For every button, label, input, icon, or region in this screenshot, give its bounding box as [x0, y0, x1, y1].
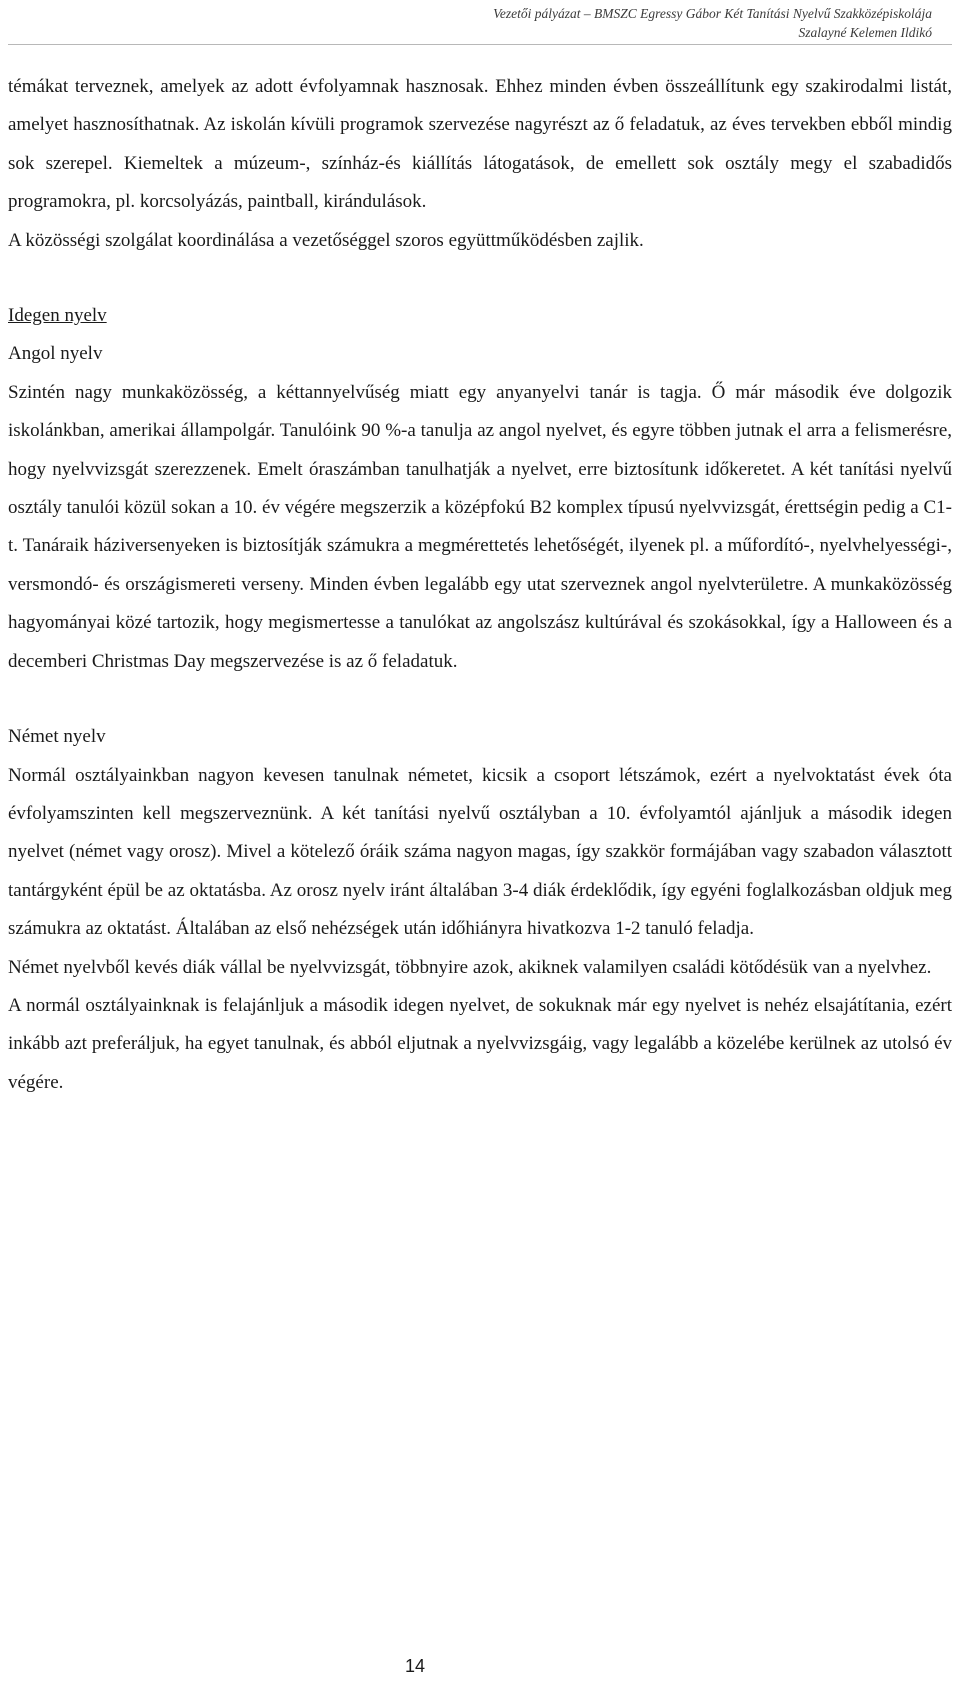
document-body — [8, 68, 952, 1102]
section-heading-foreign-language: Idegen nyelv — [8, 305, 107, 327]
header-author: Szalayné Kelemen Ildikó — [798, 25, 932, 40]
header-title: Vezetői pályázat – BMSZC Egressy Gábor Két Tanítási Nyelvű Szakközépiskolája — [493, 6, 932, 21]
subheading-german: Német nyelv — [8, 726, 106, 748]
german-paragraph-3: A normál osztályainknak is felajánljuk a második idegen nyelvet, de sokuknak már egy nyelvet is nehéz elsajátítania, ezért inkább azt preferáljuk, ha egyet tanulnak, és abból eljutnak a nyelvvizsgáig, vagy legalább a közelébe kerülnek az utolsó év végére. — [8, 994, 952, 1093]
section-spacer — [8, 260, 952, 297]
section-spacer — [8, 681, 952, 718]
intro-paragraph-1: témákat terveznek, amelyek az adott évfolyamnak hasznosak. Ehhez minden évben összeállítunk egy szakirodalmi listát, amelyet hasznosíthatnak. Az iskolán kívüli programok szervezése nagyrészt az ő feladatuk, az éves tervekben ebből mindig sok szerepel. Kiemeltek a múzeum-, színház-és kiállítás látogatások, de emellett sok osztály megy el szabadidős programokra, pl. korcsolyázás, paintball, kirándulások. — [8, 76, 952, 213]
subheading-english: Angol nyelv — [8, 343, 103, 365]
english-paragraph: Szintén nagy munkaközösség, a kéttannyelvűség miatt egy anyanyelvi tanár is tagja. Ő már második éve dolgozik iskolánkban, amerikai állampolgár. Tanulóink 90 %-a tanulja az angol nyelvet, és egyre többen jutnak el arra a felismerésre, hogy nyelvvizsgát szerezzenek. Emelt óraszámban tanulhatják a nyelvet, erre biztosítunk időkeretet. A két tanítási nyelvű osztály tanulói közül sokan a 10. év végére megszerzik a középfokú B2 komplex típusú nyelvvizsgát, érettségin pedig a C1-t. Tanáraik háziversenyeken is biztosítják számukra a megmérettetés lehetőségét, ilyenek pl. a műfordító-, nyelvhelyességi-, versmondó- és országismereti verseny. Minden évben legalább egy utat szerveznek angol nyelvterületre. A munkaközösség hagyományai közé tartozik, hogy megismertesse a tanulókat az angolszász kultúrával és szokásokkal, így a Halloween és a decemberi Christmas Day megszervezése is az ő feladatuk. — [8, 381, 952, 672]
german-paragraph-2: Német nyelvből kevés diák vállal be nyelvvizsgát, többnyire azok, akiknek valamilyen családi kötődésük van a nyelvhez. — [8, 956, 932, 978]
intro-paragraph-2: A közösségi szolgálat koordinálása a vezetőséggel szoros együttműködésben zajlik. — [8, 229, 644, 251]
page-number: 14 — [404, 1656, 426, 1676]
running-header — [493, 4, 932, 42]
header-divider — [8, 44, 952, 45]
german-paragraph-1: Normál osztályainkban nagyon kevesen tanulnak németet, kicsik a csoport létszámok, ezért a nyelvoktatást évek óta évfolyamszinten kell megszerveznünk. A két tanítási nyelvű osztályban a 10. évfolyamtól ajánljuk a második idegen nyelvet (német vagy orosz). Mivel a kötelező óráik száma nagyon magas, így szakkör formájában vagy szabadon választott tantárgyként épül be az oktatásba. Az orosz nyelv iránt általában 3-4 diák érdeklődik, így egyéni foglalkozásban oldjuk meg számukra az oktatást. Általában az első nehézségek után időhiányra hivatkozva 1-2 tanuló feladja. — [8, 764, 952, 940]
